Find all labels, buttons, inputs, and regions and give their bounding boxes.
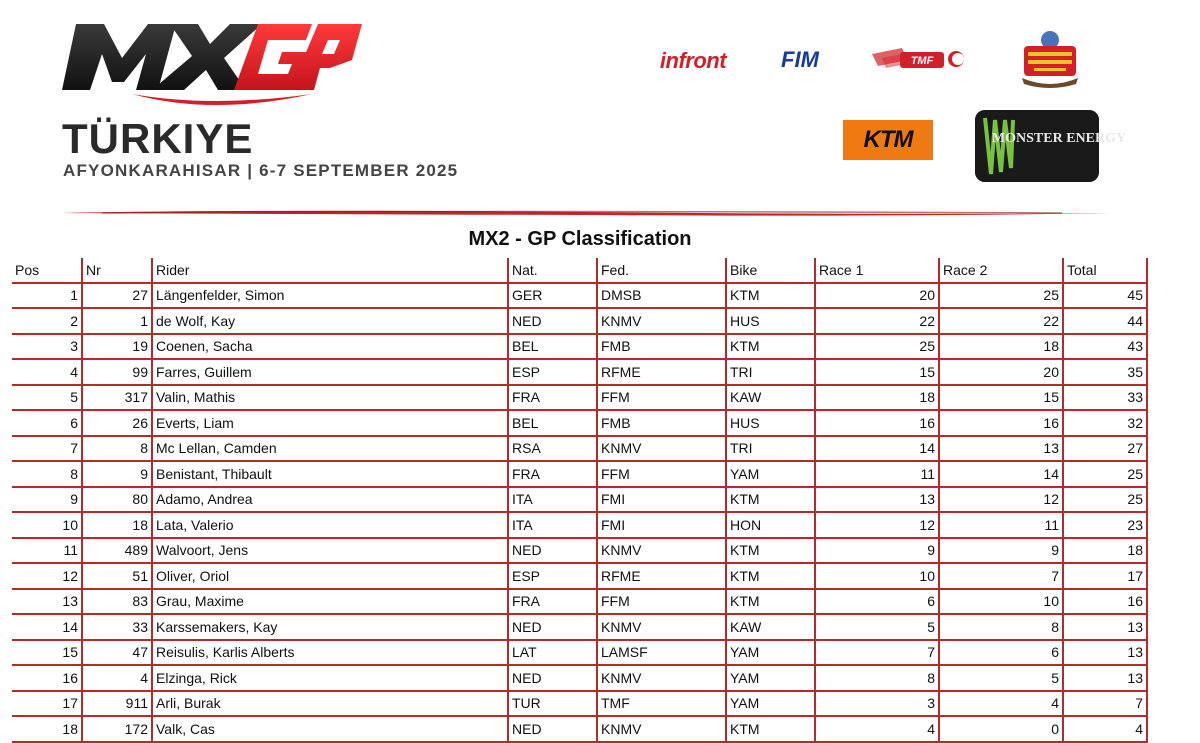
cell-bike: YAM <box>726 461 815 487</box>
cell-pos: 10 <box>12 512 82 538</box>
cell-nr: 8 <box>82 436 152 462</box>
cell-nat: RSA <box>508 436 597 462</box>
event-venue-date: AFYONKARAHISAR | 6-7 SEPTEMBER 2025 <box>63 161 459 180</box>
cell-race2: 20 <box>939 359 1063 385</box>
cell-race2: 18 <box>939 334 1063 360</box>
cell-race1: 10 <box>815 563 939 589</box>
cell-bike: TRI <box>726 436 815 462</box>
cell-race2: 4 <box>939 691 1063 717</box>
cell-pos: 11 <box>12 538 82 564</box>
cell-fed: FMI <box>597 487 726 513</box>
cell-race1: 5 <box>815 614 939 640</box>
cell-race1: 11 <box>815 461 939 487</box>
cell-nat: NED <box>508 614 597 640</box>
cell-pos: 12 <box>12 563 82 589</box>
cell-nr: 99 <box>82 359 152 385</box>
monster-energy-logo <box>975 110 1127 182</box>
cell-nr: 83 <box>82 589 152 615</box>
cell-nr: 18 <box>82 512 152 538</box>
cell-race2: 14 <box>939 461 1063 487</box>
cell-bike: HUS <box>726 308 815 334</box>
cell-rider: Arli, Burak <box>152 691 508 717</box>
cell-race2: 9 <box>939 538 1063 564</box>
cell-rider: Coenen, Sacha <box>152 334 508 360</box>
cell-bike: HUS <box>726 410 815 436</box>
cell-nr: 4 <box>82 665 152 691</box>
table-row <box>12 614 1147 640</box>
table-row <box>12 385 1147 411</box>
cell-race2: 12 <box>939 487 1063 513</box>
cell-fed: RFME <box>597 359 726 385</box>
cell-race1: 12 <box>815 512 939 538</box>
header-col-nr: Nr <box>82 258 152 283</box>
cell-rider: Adamo, Andrea <box>152 487 508 513</box>
cell-nr: 51 <box>82 563 152 589</box>
cell-race1: 18 <box>815 385 939 411</box>
cell-nat: NED <box>508 716 597 742</box>
table-row <box>12 538 1147 564</box>
table-row <box>12 410 1147 436</box>
cell-bike: YAM <box>726 665 815 691</box>
cell-total: 35 <box>1063 359 1147 385</box>
cell-pos: 9 <box>12 487 82 513</box>
cell-pos: 1 <box>12 283 82 309</box>
cell-fed: LAMSF <box>597 640 726 666</box>
cell-rider: Längenfelder, Simon <box>152 283 508 309</box>
cell-rider: Valin, Mathis <box>152 385 508 411</box>
cell-fed: KNMV <box>597 716 726 742</box>
cell-bike: YAM <box>726 640 815 666</box>
cell-rider: Farres, Guillem <box>152 359 508 385</box>
cell-race1: 9 <box>815 538 939 564</box>
table-row <box>12 461 1147 487</box>
cell-bike: TRI <box>726 359 815 385</box>
cell-nat: FRA <box>508 589 597 615</box>
cell-nat: ESP <box>508 359 597 385</box>
tmf-logo <box>872 46 966 74</box>
table-row <box>12 334 1147 360</box>
cell-bike: KAW <box>726 385 815 411</box>
cell-nr: 1 <box>82 308 152 334</box>
cell-fed: FMB <box>597 410 726 436</box>
cell-bike: KTM <box>726 563 815 589</box>
cell-rider: Benistant, Thibault <box>152 461 508 487</box>
table-header-row <box>12 258 1147 283</box>
table-row <box>12 283 1147 309</box>
cell-total: 33 <box>1063 385 1147 411</box>
cell-nat: LAT <box>508 640 597 666</box>
cell-nr: 33 <box>82 614 152 640</box>
cell-pos: 14 <box>12 614 82 640</box>
cell-nr: 489 <box>82 538 152 564</box>
cell-pos: 3 <box>12 334 82 360</box>
cell-nr: 317 <box>82 385 152 411</box>
motor-sports-central-logo <box>1018 28 1082 92</box>
cell-rider: Reisulis, Karlis Alberts <box>152 640 508 666</box>
cell-race1: 3 <box>815 691 939 717</box>
cell-pos: 6 <box>12 410 82 436</box>
cell-nat: NED <box>508 308 597 334</box>
cell-rider: Mc Lellan, Camden <box>152 436 508 462</box>
event-header <box>0 0 1200 225</box>
cell-pos: 18 <box>12 716 82 742</box>
cell-bike: KAW <box>726 614 815 640</box>
cell-bike: KTM <box>726 589 815 615</box>
tmf-logo-text: TMF <box>910 55 934 67</box>
cell-rider: Lata, Valerio <box>152 512 508 538</box>
cell-race1: 20 <box>815 283 939 309</box>
table-row <box>12 589 1147 615</box>
fim-logo-text: FIM <box>781 47 819 72</box>
cell-nat: NED <box>508 538 597 564</box>
cell-race2: 0 <box>939 716 1063 742</box>
table-row <box>12 716 1147 742</box>
cell-fed: KNMV <box>597 614 726 640</box>
cell-pos: 16 <box>12 665 82 691</box>
cell-nr: 19 <box>82 334 152 360</box>
cell-rider: Grau, Maxime <box>152 589 508 615</box>
cell-race2: 8 <box>939 614 1063 640</box>
cell-pos: 4 <box>12 359 82 385</box>
cell-race1: 8 <box>815 665 939 691</box>
cell-nr: 47 <box>82 640 152 666</box>
cell-race2: 13 <box>939 436 1063 462</box>
cell-fed: FFM <box>597 385 726 411</box>
table-row <box>12 640 1147 666</box>
table-row <box>12 665 1147 691</box>
table-row <box>12 436 1147 462</box>
table-row <box>12 691 1147 717</box>
table-row <box>12 359 1147 385</box>
infront-logo: infront <box>659 48 727 73</box>
cell-total: 13 <box>1063 614 1147 640</box>
cell-race1: 4 <box>815 716 939 742</box>
classification-title: MX2 - GP Classification <box>468 228 692 250</box>
table-row <box>12 512 1147 538</box>
cell-race1: 15 <box>815 359 939 385</box>
cell-total: 43 <box>1063 334 1147 360</box>
classification-table <box>12 258 1148 743</box>
cell-rider: de Wolf, Kay <box>152 308 508 334</box>
cell-total: 18 <box>1063 538 1147 564</box>
cell-pos: 7 <box>12 436 82 462</box>
cell-nat: ESP <box>508 563 597 589</box>
cell-bike: KTM <box>726 538 815 564</box>
header-divider <box>62 208 1110 218</box>
cell-rider: Valk, Cas <box>152 716 508 742</box>
cell-fed: FMI <box>597 512 726 538</box>
cell-nat: FRA <box>508 461 597 487</box>
table-row <box>12 308 1147 334</box>
cell-race1: 7 <box>815 640 939 666</box>
header-col-pos: Pos <box>12 258 82 283</box>
mxgp-logo <box>62 24 362 116</box>
cell-fed: KNMV <box>597 665 726 691</box>
cell-pos: 15 <box>12 640 82 666</box>
cell-fed: KNMV <box>597 436 726 462</box>
cell-pos: 13 <box>12 589 82 615</box>
header-col-nat: Nat. <box>508 258 597 283</box>
cell-race2: 6 <box>939 640 1063 666</box>
cell-total: 25 <box>1063 461 1147 487</box>
cell-nr: 9 <box>82 461 152 487</box>
cell-nat: NED <box>508 665 597 691</box>
header-col-race2: Race 2 <box>939 258 1063 283</box>
cell-nr: 172 <box>82 716 152 742</box>
event-country: TÜRKIYE <box>62 115 254 162</box>
cell-race1: 13 <box>815 487 939 513</box>
cell-bike: KTM <box>726 334 815 360</box>
cell-total: 27 <box>1063 436 1147 462</box>
cell-fed: FFM <box>597 461 726 487</box>
cell-total: 23 <box>1063 512 1147 538</box>
cell-total: 32 <box>1063 410 1147 436</box>
table-row <box>12 563 1147 589</box>
cell-total: 25 <box>1063 487 1147 513</box>
header-col-fed: Fed. <box>597 258 726 283</box>
cell-pos: 2 <box>12 308 82 334</box>
cell-race1: 16 <box>815 410 939 436</box>
cell-race2: 11 <box>939 512 1063 538</box>
cell-total: 17 <box>1063 563 1147 589</box>
cell-race1: 6 <box>815 589 939 615</box>
cell-fed: FMB <box>597 334 726 360</box>
cell-pos: 8 <box>12 461 82 487</box>
cell-fed: KNMV <box>597 538 726 564</box>
cell-nat: ITA <box>508 487 597 513</box>
cell-nr: 27 <box>82 283 152 309</box>
fim-logo <box>772 46 828 74</box>
cell-race1: 14 <box>815 436 939 462</box>
cell-nat: ITA <box>508 512 597 538</box>
cell-bike: YAM <box>726 691 815 717</box>
cell-race2: 5 <box>939 665 1063 691</box>
cell-fed: TMF <box>597 691 726 717</box>
cell-race2: 7 <box>939 563 1063 589</box>
cell-bike: HON <box>726 512 815 538</box>
cell-race1: 25 <box>815 334 939 360</box>
cell-rider: Elzinga, Rick <box>152 665 508 691</box>
cell-race2: 10 <box>939 589 1063 615</box>
cell-race2: 15 <box>939 385 1063 411</box>
cell-race2: 16 <box>939 410 1063 436</box>
cell-nat: BEL <box>508 334 597 360</box>
cell-fed: KNMV <box>597 308 726 334</box>
cell-fed: FFM <box>597 589 726 615</box>
cell-bike: KTM <box>726 487 815 513</box>
cell-fed: DMSB <box>597 283 726 309</box>
header-col-total: Total <box>1063 258 1147 283</box>
cell-total: 13 <box>1063 640 1147 666</box>
cell-race2: 22 <box>939 308 1063 334</box>
header-col-rider: Rider <box>152 258 508 283</box>
cell-bike: KTM <box>726 283 815 309</box>
table-row <box>12 487 1147 513</box>
cell-race2: 25 <box>939 283 1063 309</box>
cell-total: 7 <box>1063 691 1147 717</box>
cell-bike: KTM <box>726 716 815 742</box>
cell-nat: FRA <box>508 385 597 411</box>
cell-nat: TUR <box>508 691 597 717</box>
cell-fed: RFME <box>597 563 726 589</box>
cell-nr: 911 <box>82 691 152 717</box>
ktm-logo: KTM <box>843 120 933 160</box>
header-col-bike: Bike <box>726 258 815 283</box>
cell-race1: 22 <box>815 308 939 334</box>
cell-total: 13 <box>1063 665 1147 691</box>
cell-nat: GER <box>508 283 597 309</box>
cell-total: 16 <box>1063 589 1147 615</box>
cell-total: 44 <box>1063 308 1147 334</box>
cell-pos: 5 <box>12 385 82 411</box>
monster-logo-text: MONSTER ENERGY <box>991 131 1127 146</box>
header-col-race1: Race 1 <box>815 258 939 283</box>
cell-nr: 26 <box>82 410 152 436</box>
cell-rider: Everts, Liam <box>152 410 508 436</box>
cell-total: 45 <box>1063 283 1147 309</box>
cell-rider: Oliver, Oriol <box>152 563 508 589</box>
cell-nat: BEL <box>508 410 597 436</box>
cell-rider: Walvoort, Jens <box>152 538 508 564</box>
cell-rider: Karssemakers, Kay <box>152 614 508 640</box>
cell-total: 4 <box>1063 716 1147 742</box>
cell-nr: 80 <box>82 487 152 513</box>
cell-pos: 17 <box>12 691 82 717</box>
